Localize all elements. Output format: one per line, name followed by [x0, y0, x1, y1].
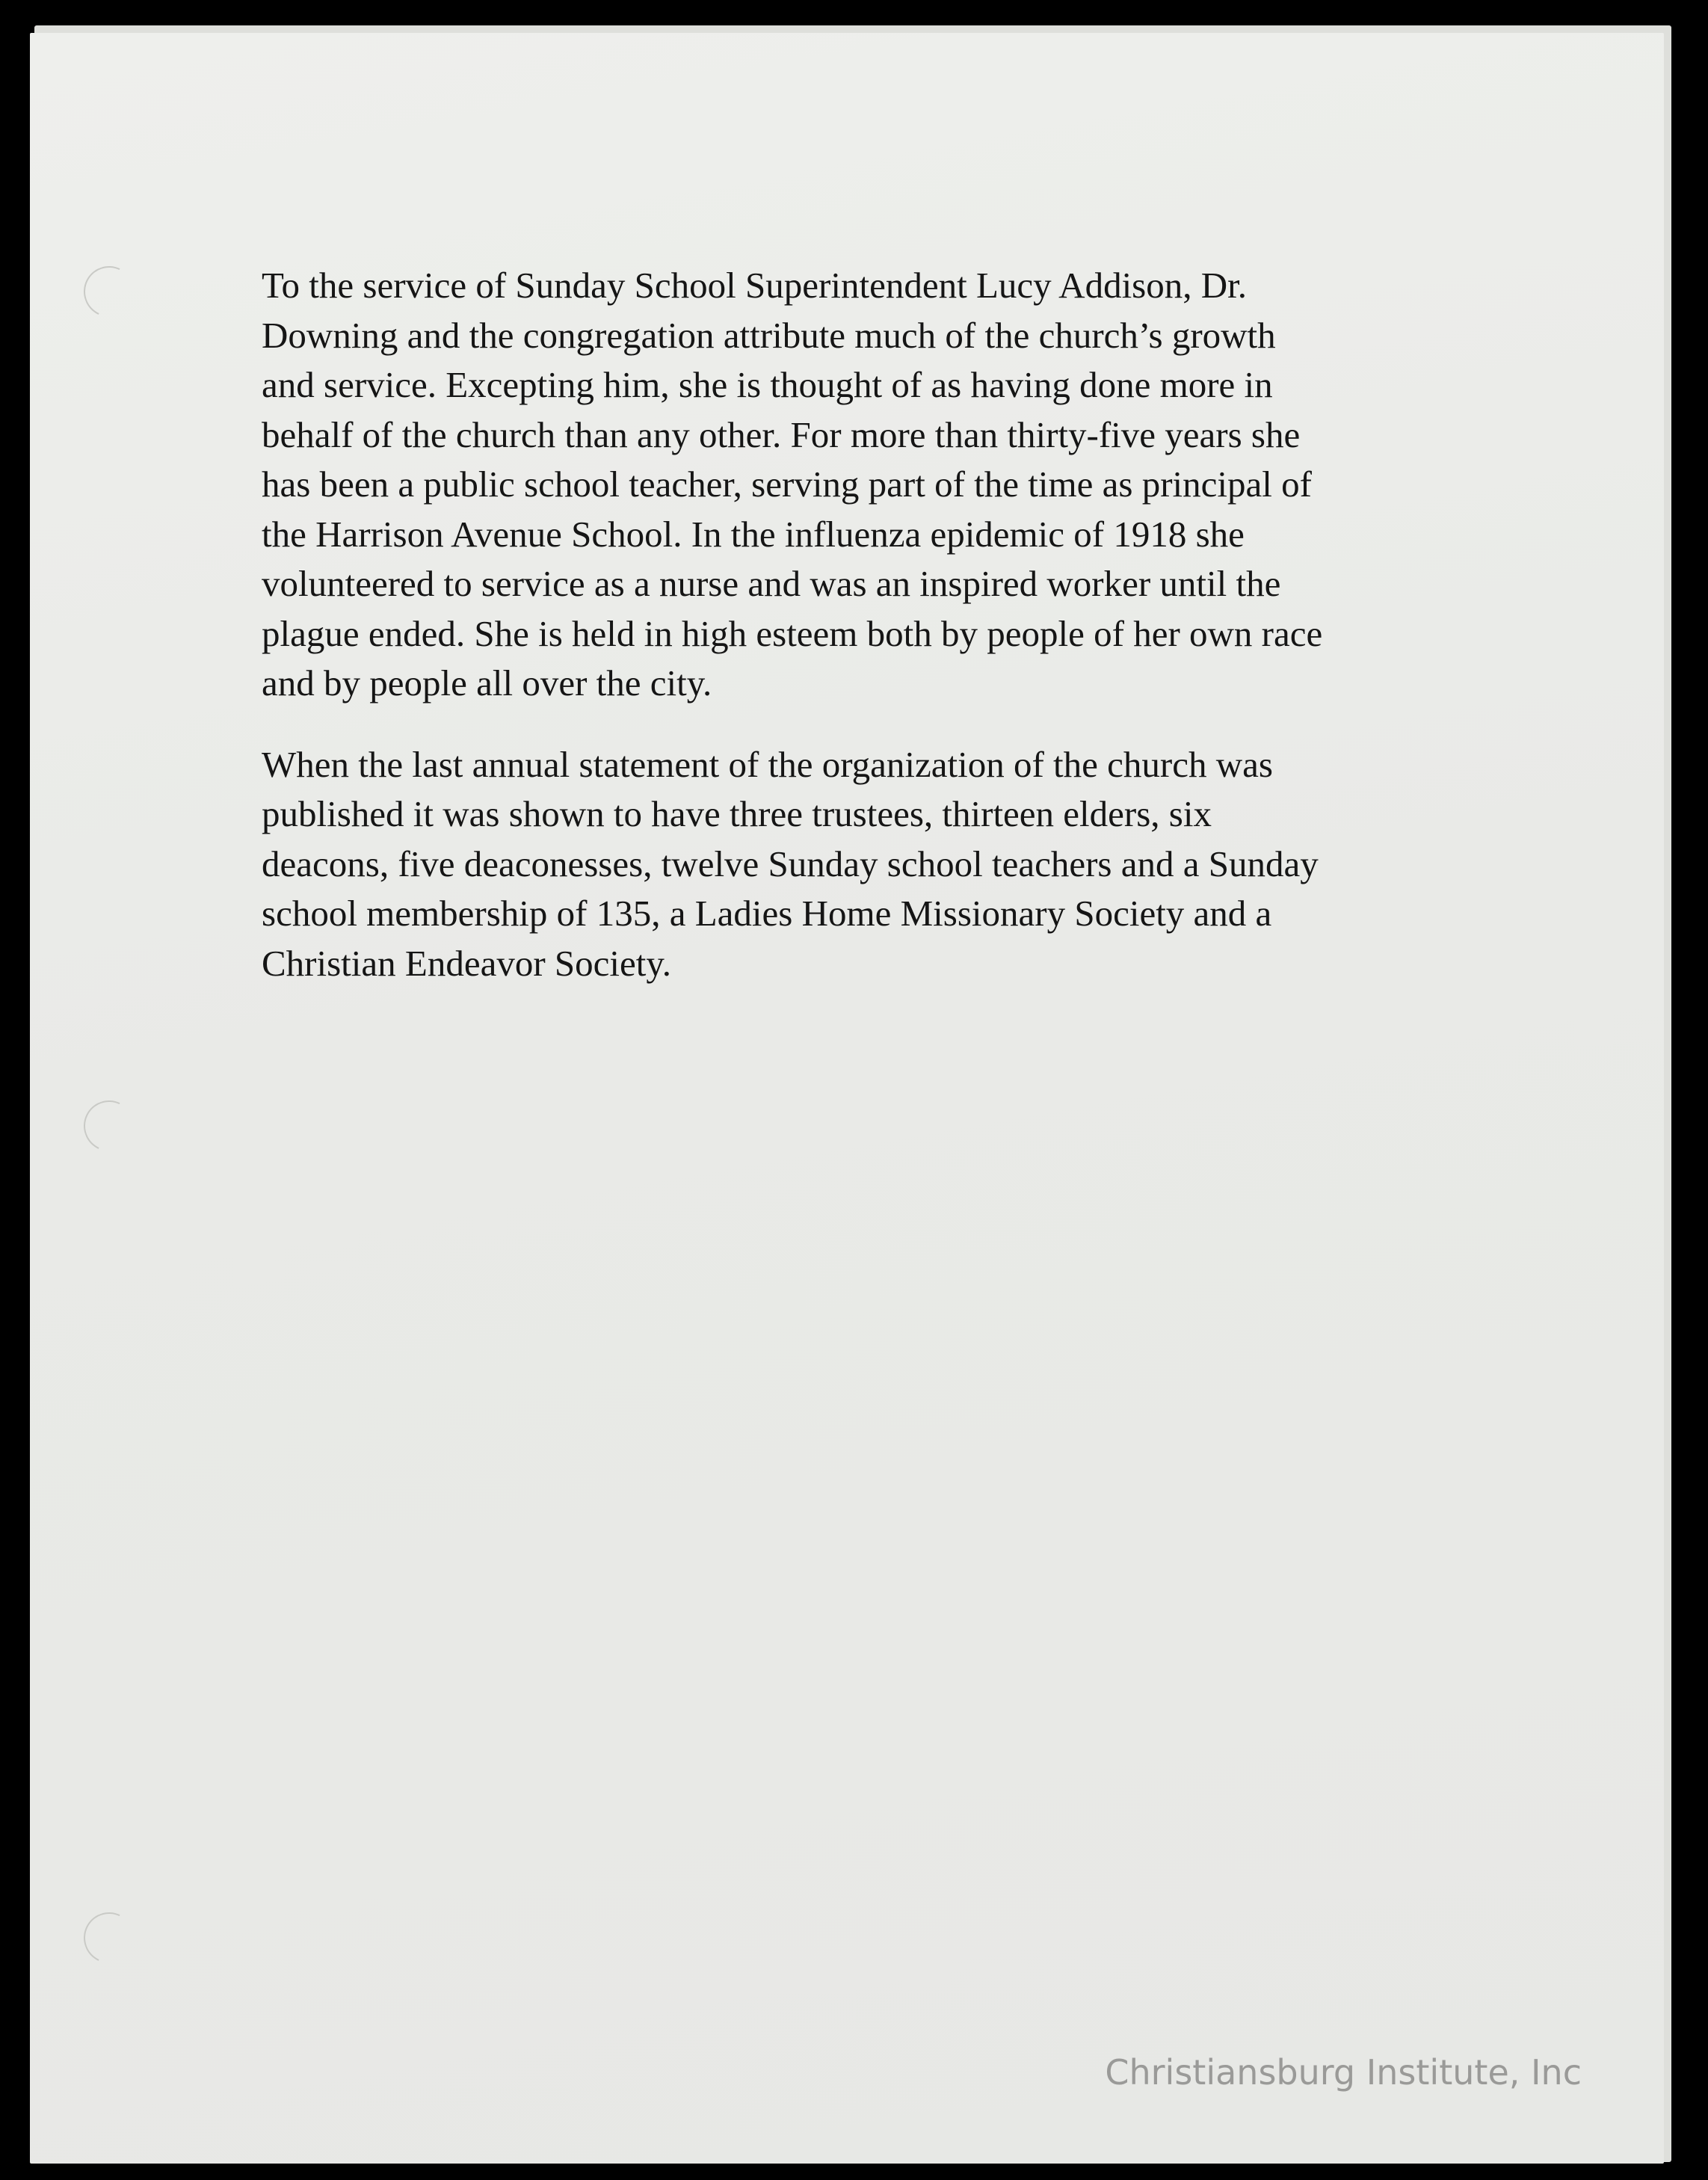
text-line: volunteered to service as a nurse and was an inspired worker until the: [262, 563, 1281, 604]
text-line: has been a public school teacher, serving part of the time as principal of: [262, 464, 1312, 505]
text-line: the Harrison Avenue School. In the influenza epidemic of 1918 she: [262, 513, 1245, 555]
punch-hole-top: [76, 259, 141, 324]
text-line: published it was shown to have three trustees, thirteen elders, six: [262, 793, 1212, 834]
text-line: and by people all over the city.: [262, 662, 712, 703]
punch-hole-middle: [76, 1093, 141, 1158]
text-line: and service. Excepting him, she is thought of as having done more in: [262, 364, 1273, 405]
paragraph-2: [262, 740, 1547, 989]
text-line: When the last annual statement of the organization of the church was: [262, 743, 1273, 785]
punch-hole-bottom: [76, 1905, 141, 1970]
document-body: [262, 261, 1547, 1020]
text-line: behalf of the church than any other. For more than thirty-five years she: [262, 413, 1301, 455]
text-line: Christian Endeavor Society.: [262, 942, 671, 984]
text-line: To the service of Sunday School Superintendent Lucy Addison, Dr.: [262, 265, 1247, 306]
document-page: [30, 33, 1664, 2164]
text-line: Downing and the congregation attribute much of the church’s growth: [262, 314, 1276, 356]
institution-watermark: Christiansburg Institute, Inc: [1105, 2052, 1582, 2093]
text-line: school membership of 135, a Ladies Home Missionary Society and a: [262, 893, 1272, 934]
text-line: plague ended. She is held in high esteem both by people of her own race: [262, 612, 1323, 654]
paragraph-1: [262, 261, 1547, 709]
text-line: deacons, five deaconesses, twelve Sunday school teachers and a Sunday: [262, 843, 1319, 884]
